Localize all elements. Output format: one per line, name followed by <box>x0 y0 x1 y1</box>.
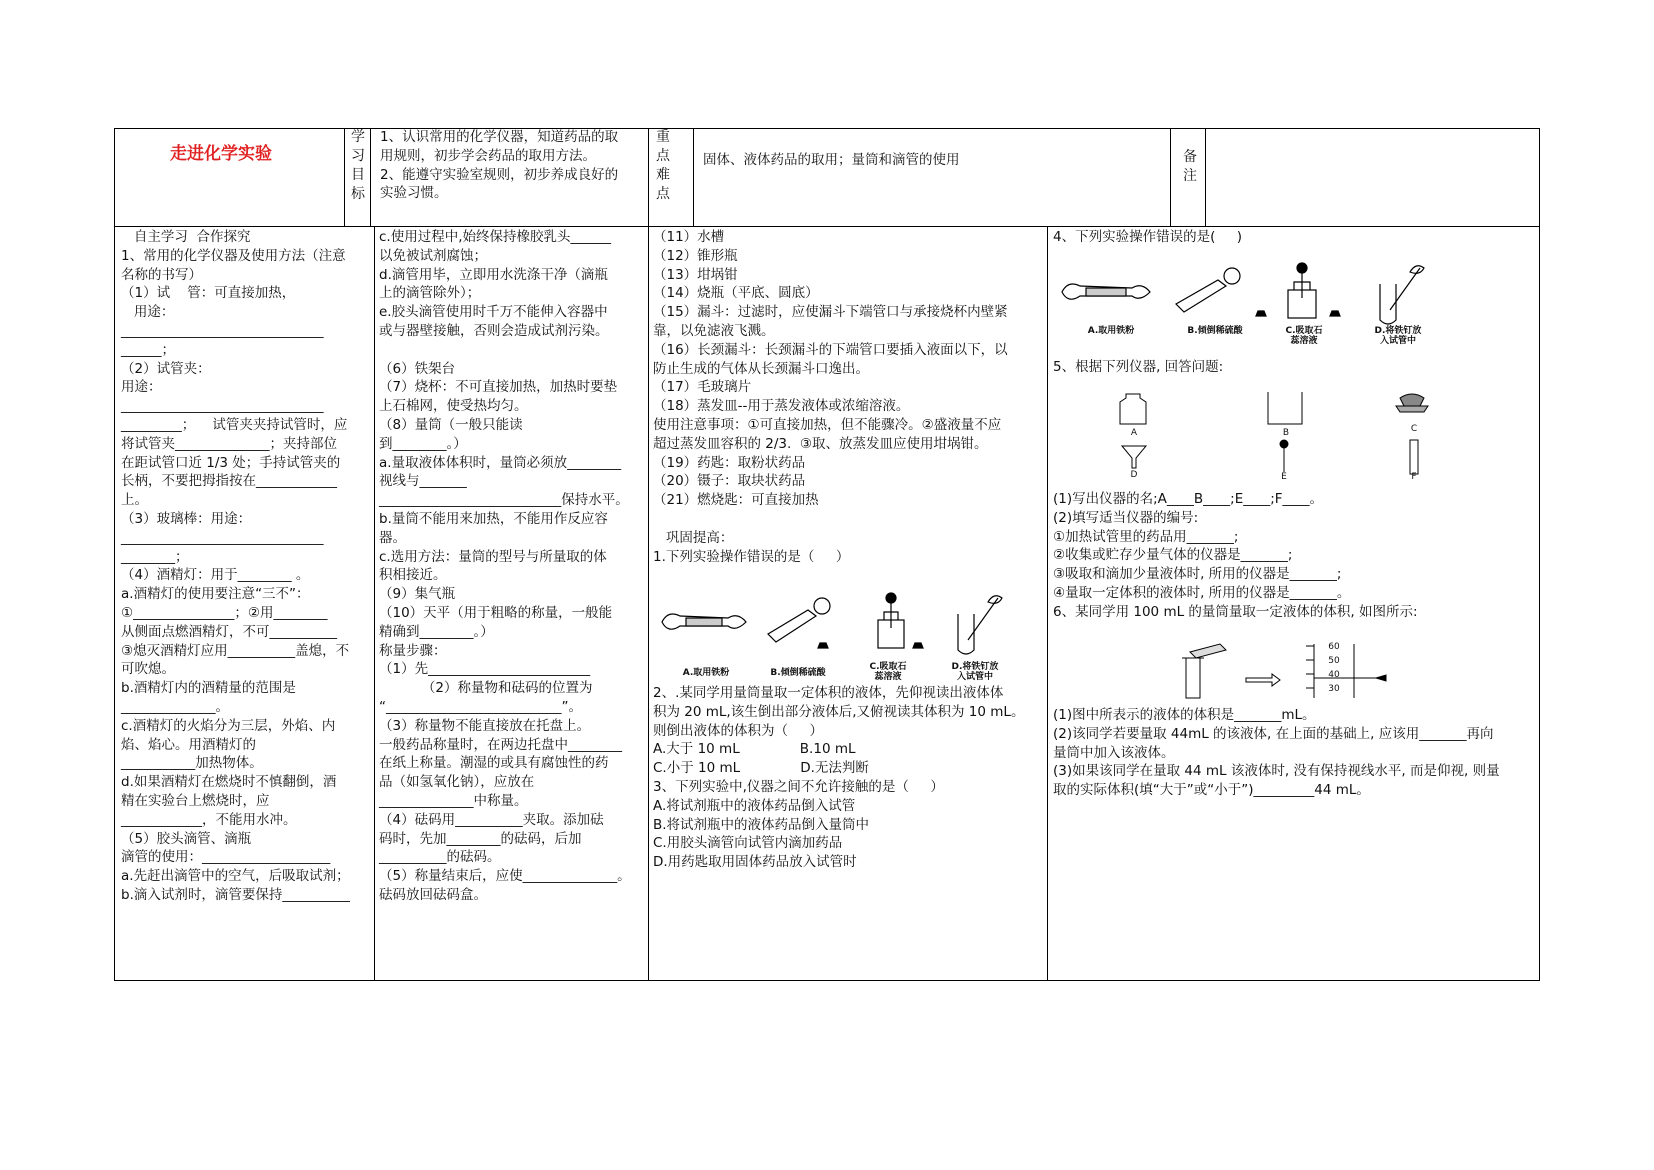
caption-a: A.取用铁粉 <box>682 668 730 678</box>
caption-d2: 入试管中 <box>956 672 993 682</box>
lab-operations-illustration <box>658 592 1018 662</box>
column-3: （11）水槽 （12）锥形瓶 （13）坩埚钳 （14）烧瓶（平底、圆底） （15）漏斗：过滤时，应使漏斗下端管口与承接烧杯内壁紧 靠，以免滤液飞溅。 （16）长颈漏斗：长颈漏斗的下端管口要插入液面以下，以 防止生成的气体从长颈漏斗口逸出。 （17）毛玻璃片 （18）蒸发皿--用于蒸发液体或浓缩溶液。 使用注意事项：①可直接加热，但不能骤冷。②盛液量不应 超过蒸发皿容积的 2/3. ③取、放蒸发皿应使用坩埚钳。 （19）药匙：取粉状药品 （20）镊子：取块状药品 （21）燃烧匙：可直接加热 巩固提高： 1.下列实验操作错误的是（ ） <box>653 229 1008 565</box>
caption-c2: 蕊溶液 <box>874 672 902 682</box>
column-3-questions: 2、.某同学用量筒量取一定体积的液体，先仰视读出液体体 积为 20 mL,该生倒出部分液体后,又俯视读其体积为 10 mL。 则倒出液体的体积为（ ） A.大于 10 mL B.10 mL C.小于 10 mL D.无法判断 3、下列实验中,仪器之间不允许接触的是（ ） A.将试剂瓶中的液体药品倒入试管 B.将试剂瓶中的液体药品倒入量筒中 C.用胶头滴管向试管内滴加药品 D.用药匙取用固体药品放入试管时 <box>653 685 1025 871</box>
tick-40: 40 <box>1328 670 1340 680</box>
instr-label-a: A <box>1130 428 1138 438</box>
cylinder-figure <box>1176 640 1406 700</box>
caption-c1: C.吸取石 <box>869 662 907 672</box>
cylinder-illustration <box>1176 640 1406 700</box>
page-title: 走进化学实验 <box>170 144 272 164</box>
caption-b: B.倾倒稀硫酸 <box>1187 326 1243 336</box>
instr-label-c: C <box>1410 424 1418 434</box>
caption-d1: D.将铁钉放 <box>951 662 999 672</box>
instr-label-d: D <box>1130 470 1138 480</box>
instr-label-e: E <box>1281 472 1287 482</box>
key-label: 重 点 难 点 <box>656 129 670 202</box>
caption-a: A.取用铁粉 <box>1087 326 1135 336</box>
operation-figure-2 <box>1058 262 1438 352</box>
instruments-figure <box>1100 388 1450 480</box>
instr-label-b: B <box>1282 428 1290 438</box>
tick-50: 50 <box>1328 656 1340 666</box>
tick-30: 30 <box>1328 684 1340 694</box>
caption-c1: C.吸取石 <box>1285 326 1323 336</box>
column-4-q6-questions: (1)图中所表示的液体的体积是_______mL。 (2)该同学若要量取 44mL 的该液体, 在上面的基础上, 应该用_______再向 量筒中加入该液体。 (3)如果该同学在量取 44 mL 该液体时, 没有保持视线水平, 而是仰视, 则量 取的实际体积(填“大于”或“小于”)_________44 mL。 <box>1053 707 1500 799</box>
instruments-illustration <box>1100 388 1450 480</box>
column-4-q4: 4、下列实验操作错误的是( ) <box>1053 229 1243 245</box>
caption-d1: D.将铁钉放 <box>1374 326 1422 336</box>
caption-d2: 入试管中 <box>1379 336 1416 346</box>
operation-figure-1 <box>658 592 1018 682</box>
instr-label-f: F <box>1411 472 1417 482</box>
tick-60: 60 <box>1328 642 1340 652</box>
learning-goals: 1、认识常用的化学仪器，知道药品的取 用规则，初步学会药品的取用方法。 2、能遵守实验室规则，初步养成良好的 实验习惯。 <box>380 129 619 202</box>
key-points: 固体、液体药品的取用；量筒和滴管的使用 <box>703 152 960 168</box>
lab-operations-illustration <box>1058 262 1438 330</box>
note-label: 备 注 <box>1183 149 1197 184</box>
caption-c2: 蕊溶液 <box>1290 336 1318 346</box>
column-1: 自主学习 合作探究 1、常用的化学仪器及使用方法（注意 名称的书写） （1）试 管：可直接加热， 用途： ______________________________ ______； （2）试管夹： 用途： ______________________________ _________； 试管夹夹持试管时，应 将试管夹______________；夹持部位 在距试管口近 1/3 处；手持试管夹的 长柄，不要把拇指按在____________ 上。 （3）玻璃棒：用途： ______________________________ ________； （4）酒精灯：用于________ 。 a.酒精灯的使用要注意“三不”： ①_______________；②用________ 从侧面点燃酒精灯，不可__________ ③熄灭酒精灯应用__________盖熄，不 可吹熄。 b.酒精灯内的酒精量的范围是 ______________。 c.酒精灯的火焰分为三层，外焰、内 焰、焰心。用酒精灯的 ___________加热物体。 d.如果酒精灯在燃烧时不慎翻倒，酒 精在实验台上燃烧时，应 ____________，不能用水冲。 （5）胶头滴管、滴瓶 滴管的使用：___________________ a.先赶出滴管中的空气，后吸取试剂； b.滴入试剂时，滴管要保持__________ <box>121 229 350 903</box>
column-2: c.使用过程中,始终保持橡胶乳头______ 以免被试剂腐蚀； d.滴管用毕，立即用水洗涤干净（滴瓶 上的滴管除外）； e.胶头滴管使用时千万不能伸入容器中 或与器壁接触，否则会造成试剂污染。 （6）铁架台 （7）烧杯：不可直接加热，加热时要垫 上石棉网，使受热均匀。 （8）量筒（一般只能读 到________。） a.量取液体体积时，量筒必须放________ 视线与_______ ___________________________保持水平。 b.量筒不能用来加热，不能用作反应容 器。 c.选用方法：量筒的型号与所量取的体 积相接近。 （9）集气瓶 （10）天平（用于粗略的称量，一般能 精确到________。） 称量步骤： （1）先________________________ （2）称量物和砝码的位置为 “__________________________”。 （3）称量物不能直接放在托盘上。 一般药品称量时，在两边托盘中________ 在纸上称量。潮湿的或具有腐蚀性的药 品（如氢氧化钠），应放在 ______________中称量。 （4）砝码用__________夹取。添加砝 码时，先加________的砝码，后加 __________的砝码。 （5）称量结束后，应使______________。 砝码放回砝码盒。 <box>379 229 631 903</box>
column-4-q5: 5、根据下列仪器, 回答问题: <box>1053 359 1224 375</box>
goal-label: 学 习 目 标 <box>351 129 365 202</box>
column-4-q5-questions: (1)写出仪器的名;A____B____;E____;F____。 (2)填写适当仪器的编号: ①加热试管里的药品用_______; ②收集或贮存少量气体的仪器是_______; ③吸取和滴加少量液体时, 所用的仪器是_______; ④量取一定体积的液体时, 所用的仪器是_______。 6、某同学用 100 mL 的量筒量取一定液体的体积, 如图所示: <box>1053 491 1418 620</box>
caption-b: B.倾倒稀硫酸 <box>770 668 826 678</box>
